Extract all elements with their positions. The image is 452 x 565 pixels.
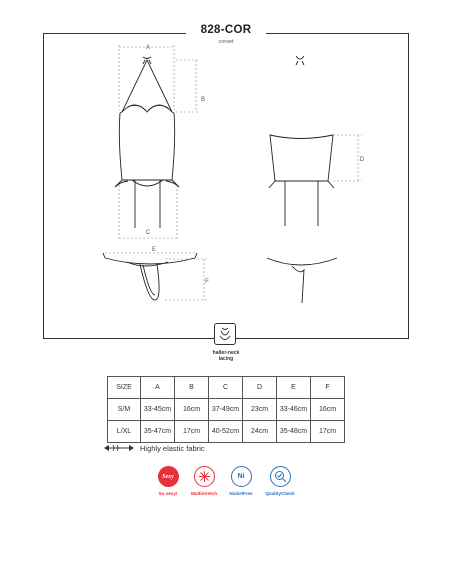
table-header-cell: B xyxy=(175,377,209,399)
badge-label: QualityCheck xyxy=(265,491,295,496)
table-row xyxy=(108,399,345,421)
dim-c-label: C xyxy=(145,230,151,236)
magnifier-check-icon xyxy=(270,466,291,487)
table-row xyxy=(108,421,345,443)
halter-neck-label: halter-neck lacing xyxy=(212,350,240,362)
table-header-cell: E xyxy=(277,377,311,399)
dim-f-label: F xyxy=(205,279,209,285)
table-header-cell: C xyxy=(209,377,243,399)
table-header-row xyxy=(108,377,345,399)
table-header-cell: A xyxy=(141,377,175,399)
thong-front-drawing xyxy=(103,253,197,300)
table-header-cell: SIZE xyxy=(108,377,141,399)
badge-label: So sexy! xyxy=(158,491,178,496)
stretch-arrows-icon xyxy=(104,444,134,452)
sexy-heart-icon: Sexy xyxy=(158,466,179,487)
table-cell: 35-47cm xyxy=(141,421,175,443)
badge-label: NickelFree xyxy=(229,491,253,496)
product-code: 828-COR xyxy=(186,24,266,36)
halter-neck-icon xyxy=(214,323,236,345)
table-cell: L/XL xyxy=(108,421,141,443)
product-name: corset xyxy=(218,39,234,45)
badge-multistretch xyxy=(184,466,224,496)
table-cell: 40-52cm xyxy=(209,421,243,443)
badge-qualitycheck xyxy=(260,466,300,496)
table-cell: 24cm xyxy=(243,421,277,443)
dim-a-label: A xyxy=(145,45,151,51)
table-cell: 17cm xyxy=(175,421,209,443)
badge-so-sexy xyxy=(148,466,188,496)
fabric-note xyxy=(104,442,205,454)
table-cell: S/M xyxy=(108,399,141,421)
table-cell: 16cm xyxy=(175,399,209,421)
table-cell: 33-46cm xyxy=(277,399,311,421)
nickel-free-icon: Ni xyxy=(231,466,252,487)
corset-back-drawing xyxy=(269,135,334,226)
dim-e-label: E xyxy=(151,247,157,253)
table-cell: 35-48cm xyxy=(277,421,311,443)
table-cell: 17cm xyxy=(311,421,345,443)
size-table xyxy=(107,376,345,443)
multistretch-icon xyxy=(194,466,215,487)
fabric-label: Highly elastic fabric xyxy=(140,443,205,453)
badge-nickelfree xyxy=(221,466,261,496)
table-header-cell: F xyxy=(311,377,345,399)
corset-front-drawing xyxy=(115,60,179,228)
dim-d-label: D xyxy=(359,157,365,163)
table-cell: 33-45cm xyxy=(141,399,175,421)
dim-b-label: B xyxy=(200,97,206,103)
badge-label: Multistretch xyxy=(190,491,218,496)
table-cell: 16cm xyxy=(311,399,345,421)
table-cell: 37-49cm xyxy=(209,399,243,421)
thong-back-drawing xyxy=(267,258,337,303)
table-header-cell: D xyxy=(243,377,277,399)
table-cell: 23cm xyxy=(243,399,277,421)
